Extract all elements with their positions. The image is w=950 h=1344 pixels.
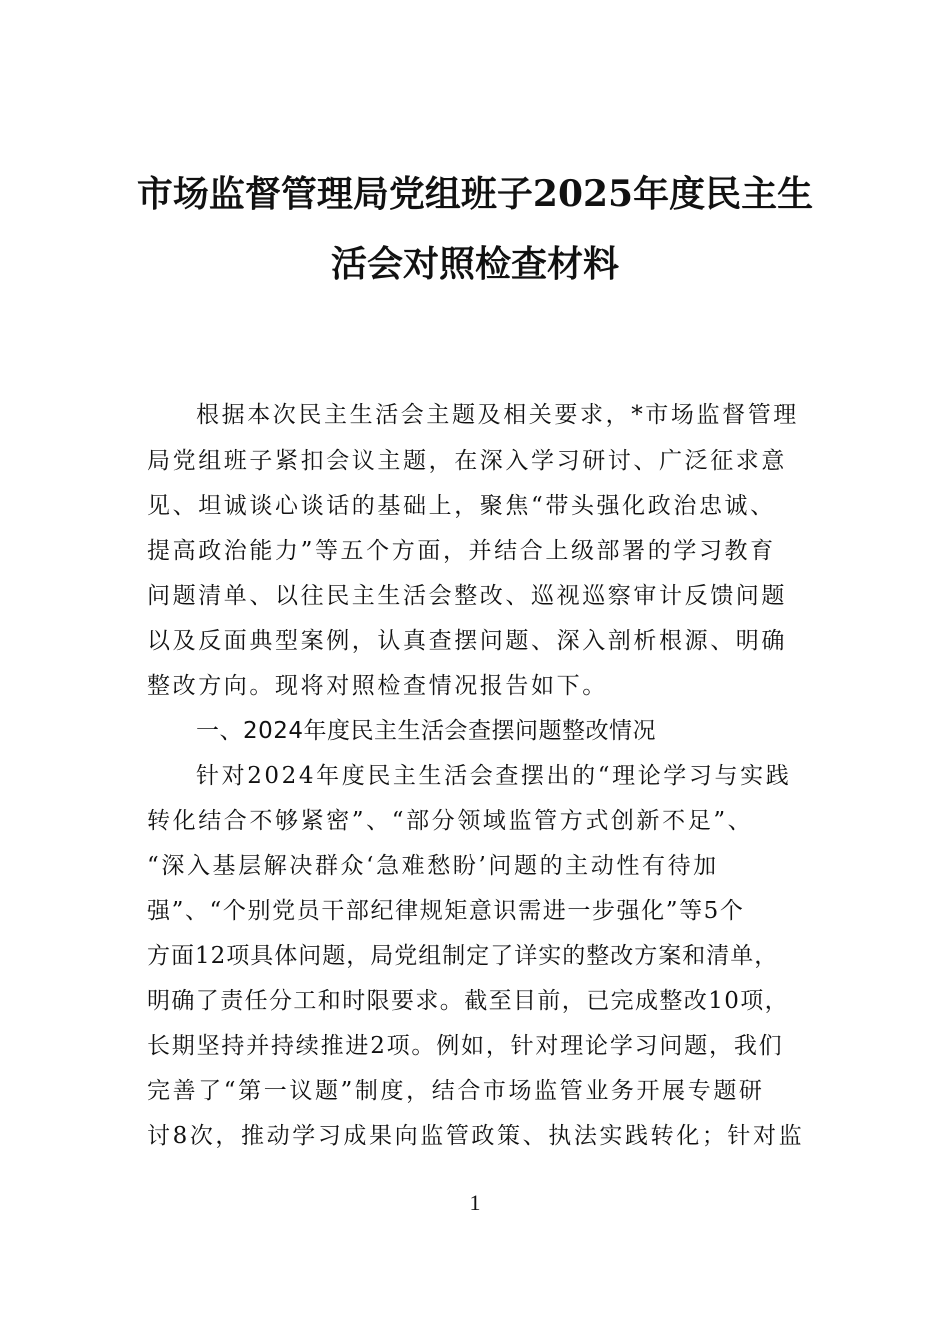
- document-title-line-2: 活会对照检查材料: [330, 243, 619, 285]
- section-paragraph-line: “深入基层解决群众‘急难愁盼’问题的主动性有待加: [147, 853, 719, 879]
- intro-paragraph-line: 以及反面典型案例，认真查摆问题、深入剖析根源、明确: [147, 628, 787, 654]
- intro-paragraph-line: 局党组班子紧扣会议主题，在深入学习研讨、广泛征求意: [147, 448, 787, 474]
- intro-paragraph-line: 提高政治能力”等五个方面，并结合上级部署的学习教育: [147, 538, 776, 564]
- section-heading: 一、2024年度民主生活会查摆问题整改情况: [196, 718, 657, 744]
- section-paragraph-line: 强”、“个别党员干部纪律规矩意识需进一步强化”等5个: [147, 898, 745, 924]
- intro-paragraph-line: 整改方向。现将对照检查情况报告如下。: [147, 673, 608, 699]
- intro-paragraph-line: 问题清单、以往民主生活会整改、巡视巡察审计反馈问题: [147, 583, 787, 609]
- section-paragraph-line: 明确了责任分工和时限要求。截至目前，已完成整改10项，: [147, 988, 790, 1014]
- intro-paragraph-line: 根据本次民主生活会主题及相关要求，*市场监督管理: [196, 402, 799, 428]
- page-number: 1: [469, 1190, 481, 1215]
- section-paragraph-line: 转化结合不够紧密”、“部分领域监管方式创新不足”、: [147, 808, 754, 834]
- section-paragraph-line: 长期坚持并持续推进2项。例如，针对理论学习问题，我们: [147, 1033, 784, 1059]
- section-paragraph-line: 方面12项具体问题，局党组制定了详实的整改方案和清单，: [147, 943, 779, 969]
- section-paragraph-line: 针对2024年度民主生活会查摆出的“理论学习与实践: [196, 763, 792, 789]
- section-paragraph-line: 讨8次，推动学习成果向监管政策、执法实践转化；针对监: [147, 1123, 805, 1149]
- intro-paragraph-line: 见、坦诚谈心谈话的基础上，聚焦“带头强化政治忠诚、: [147, 493, 776, 519]
- section-paragraph-line: 完善了“第一议题”制度，结合市场监管业务开展专题研: [147, 1078, 765, 1104]
- document-title-line-1: 市场监督管理局党组班子2025年度民主生: [136, 173, 814, 215]
